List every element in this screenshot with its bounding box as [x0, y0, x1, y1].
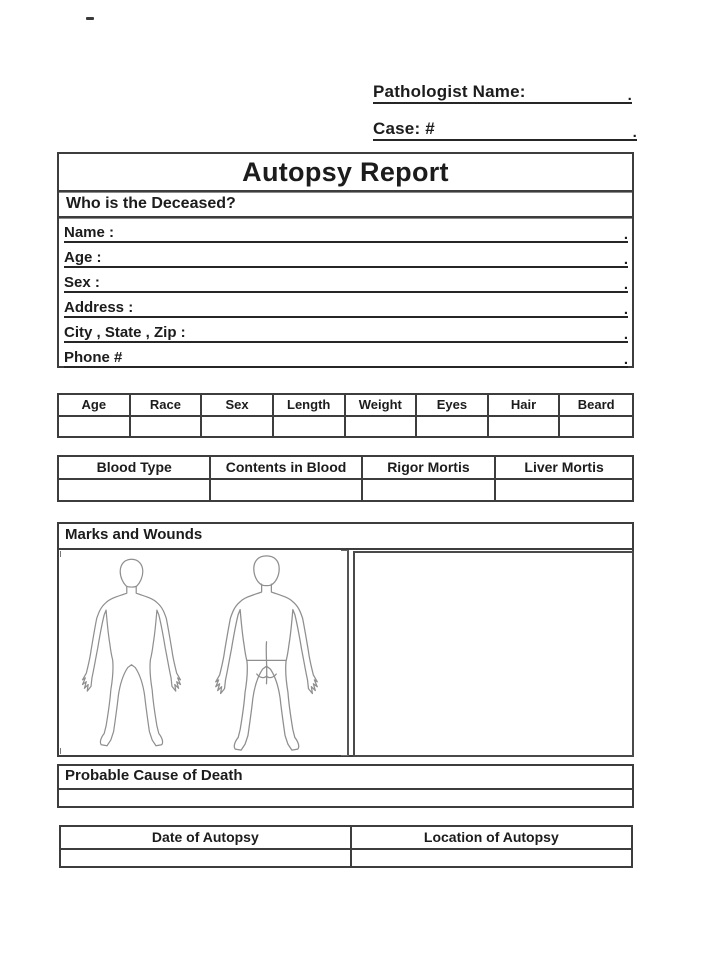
field-phone — [64, 345, 628, 368]
field-city-state-zip-blank[interactable] — [186, 320, 624, 341]
cell-location-of-autopsy[interactable] — [352, 850, 631, 866]
frame-corner-mark-bottom — [60, 748, 66, 754]
field-city-state-zip-period: . — [623, 326, 628, 343]
col-header-contents-in-blood: Contents in Blood — [211, 457, 362, 480]
field-name — [64, 220, 628, 243]
marks-and-wounds-content — [59, 550, 632, 755]
deceased-fields — [59, 218, 632, 368]
field-age-period: . — [623, 251, 628, 268]
cell-blood-type[interactable] — [59, 480, 211, 500]
stray-scan-mark — [86, 17, 94, 20]
body-front-head — [120, 559, 143, 587]
col-header-liver-mortis: Liver Mortis — [496, 457, 632, 480]
field-phone-label: Phone # — [64, 349, 123, 366]
pathologist-name-label: Pathologist Name: — [373, 82, 526, 101]
field-city-state-zip — [64, 320, 628, 343]
col-header-location-of-autopsy: Location of Autopsy — [352, 827, 631, 850]
pathologist-name-field — [373, 82, 632, 104]
body-front-outline — [83, 587, 181, 746]
deceased-section-heading: Who is the Deceased? — [59, 192, 632, 218]
col-header-rigor-mortis: Rigor Mortis — [363, 457, 497, 480]
cell-liver-mortis[interactable] — [496, 480, 632, 500]
pathologist-line-period: . — [627, 87, 632, 104]
field-address-label: Address : — [64, 299, 134, 316]
field-address — [64, 295, 628, 318]
cell-length[interactable] — [274, 417, 346, 436]
probable-cause-blank[interactable] — [59, 790, 632, 808]
cell-sex[interactable] — [202, 417, 274, 436]
probable-cause-section — [57, 764, 634, 808]
field-age-blank[interactable] — [102, 245, 624, 266]
form-title: Autopsy Report — [59, 154, 632, 192]
col-header-race: Race — [131, 395, 203, 417]
case-number-field — [373, 119, 637, 141]
col-header-eyes: Eyes — [417, 395, 489, 417]
cell-eyes[interactable] — [417, 417, 489, 436]
field-name-label: Name : — [64, 224, 115, 241]
cell-beard[interactable] — [560, 417, 632, 436]
marks-and-wounds-section — [57, 522, 634, 757]
field-phone-period: . — [623, 351, 628, 368]
body-back-diagram[interactable] — [205, 551, 328, 756]
field-address-blank[interactable] — [133, 295, 624, 316]
probable-cause-heading: Probable Cause of Death — [59, 766, 632, 790]
case-number-blank[interactable] — [435, 119, 633, 139]
frame-corner-mark-top — [60, 551, 66, 557]
field-city-state-zip-label: City , State , Zip : — [64, 324, 186, 341]
autopsy-details-table — [59, 825, 633, 868]
marks-and-wounds-heading: Marks and Wounds — [59, 524, 632, 550]
cell-race[interactable] — [131, 417, 203, 436]
col-header-sex: Sex — [202, 395, 274, 417]
field-sex-period: . — [623, 276, 628, 293]
wounds-notes-box[interactable] — [353, 551, 634, 757]
autopsy-form-box — [57, 152, 634, 368]
col-header-beard: Beard — [560, 395, 632, 417]
physical-description-table — [57, 393, 634, 438]
field-name-period: . — [623, 226, 628, 243]
case-line-period: . — [632, 124, 637, 141]
cell-date-of-autopsy[interactable] — [61, 850, 352, 866]
cell-hair[interactable] — [489, 417, 561, 436]
field-phone-blank[interactable] — [122, 345, 623, 366]
col-header-age: Age — [59, 395, 131, 417]
notes-frame-bracket — [341, 550, 349, 756]
col-header-blood-type: Blood Type — [59, 457, 211, 480]
field-sex-blank[interactable] — [100, 270, 624, 291]
body-back-head — [254, 556, 279, 586]
field-address-period: . — [623, 301, 628, 318]
pathologist-name-blank[interactable] — [526, 82, 628, 102]
field-sex — [64, 270, 628, 293]
cell-contents-in-blood[interactable] — [211, 480, 362, 500]
body-back-spine-line — [266, 642, 267, 684]
case-number-label: Case: # — [373, 119, 435, 138]
field-age-label: Age : — [64, 249, 102, 266]
col-header-length: Length — [274, 395, 346, 417]
cell-weight[interactable] — [346, 417, 418, 436]
cell-age[interactable] — [59, 417, 131, 436]
cell-rigor-mortis[interactable] — [363, 480, 497, 500]
blood-analysis-table — [57, 455, 634, 502]
field-age — [64, 245, 628, 268]
col-header-hair: Hair — [489, 395, 561, 417]
col-header-date-of-autopsy: Date of Autopsy — [61, 827, 352, 850]
col-header-weight: Weight — [346, 395, 418, 417]
body-front-diagram[interactable] — [75, 553, 188, 752]
field-name-blank[interactable] — [114, 220, 624, 241]
field-sex-label: Sex : — [64, 274, 100, 291]
